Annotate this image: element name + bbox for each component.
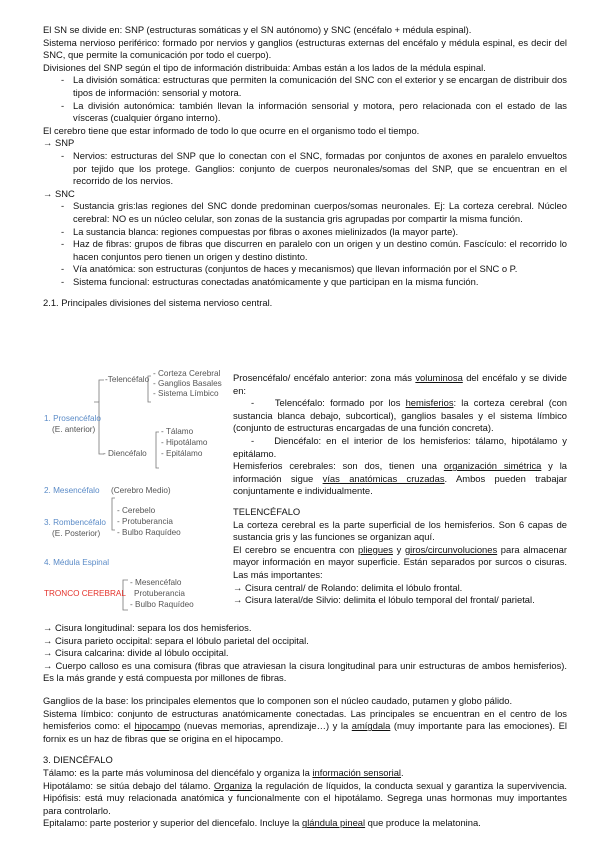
label-cerebelo: - Cerebelo: [117, 506, 156, 515]
label-mesencefalo: 2. Mesencéfalo: [44, 486, 100, 495]
label-t-mesencefalo: - Mesencéfalo: [130, 578, 182, 587]
list-item: - La sustancia blanca: regiones compuestas por fibras o axones mielinizados (la mayor parte).: [61, 225, 459, 237]
list-item: - La división somática: estructuras que permiten la comunicación del SNC con el exterior y se encargan de distribuir dos tipos de información: sensorial y motora.: [61, 74, 567, 98]
label-medula: 4. Médula Espinal: [44, 558, 110, 567]
label-hipotalamo: - Hipotálamo: [161, 438, 208, 447]
label-limbico: - Sistema Límbico: [153, 389, 219, 398]
label-protuberancia: - Protuberancia: [117, 517, 173, 526]
list-item: - Vía anatómica: son estructuras (conjuntos de haces y mecanismos) que llevan información por el SNC o P.: [61, 263, 518, 275]
cuerpo-calloso: → Cuerpo calloso es una comisura (fibras que atraviesan la cisura longitudinal para unir estructuras de ambos hemisferios). Es la más grande y está compuesta por millones de fibras.: [43, 659, 567, 684]
cisura-longitudinal: → Cisura longitudinal: separa los dos hemisferios.: [43, 622, 252, 633]
hipotalamo-para: Hipotálamo: se sitúa debajo del tálamo. Organiza la regulación de líquidos, la conducta sexual y garantiza la supervivencia. Hipófisis: está muy relacionada anatómica y funcionalmente con el hipotálamo. Segrega unas hormonas muy importantes para controlarlo.: [43, 779, 568, 816]
telencefalo-para: - Telencéfalo: formado por los hemisferios: la corteza cerebral (con sustancia blanca debajo, subcortical), ganglios basales y el sistema límbico (conjunto de estructuras encargadas de una función concreta).: [233, 397, 568, 434]
cisura-lateral: → Cisura lateral/de Silvio: delimita el lóbulo temporal del frontal/ parietal.: [233, 594, 535, 606]
section-3-title: 3. DIENCÉFALO: [43, 754, 113, 766]
section-2-1-continued: [43, 622, 567, 830]
label-t-bulbo: - Bulbo Raquídeo: [130, 600, 194, 609]
label-tronco: TRONCO CEREBRAL: [44, 589, 126, 598]
cerebro-para: El cerebro se encuentra con pliegues y giros/circunvoluciones para almacenar mayor información en mayor superficie. Están separados por surcos o cisuras. Las más importantes:: [233, 543, 567, 580]
list-item: - La división autonómica: también llevan la información sensorial y motora, pero relacionada con el estado de las vísceras (cualquier órgano interno).: [61, 99, 567, 124]
intro-p1: El SN se divide en: SNP (estructuras somáticas y el SN autónomo) y SNC (encéfalo + médula espinal).: [43, 24, 472, 35]
prosencefalo-para: Prosencéfalo/ encéfalo anterior: zona más voluminosa del encéfalo y se divide en:: [233, 372, 567, 396]
cisura-calcarina: → Cisura calcarina: divide al lóbulo occipital.: [43, 647, 229, 659]
label-prosencefalo: 1. Prosencéfalo: [44, 414, 101, 423]
document-page: [43, 24, 568, 829]
diencefalo-para: - Diencéfalo: en el interior de los hemisferios: tálamo, hipotálamo y epitálamo.: [233, 434, 567, 459]
cisura-central: → Cisura central/ de Rolando: delimita el lóbulo frontal.: [233, 581, 463, 593]
intro-p3: Divisiones del SNP según el tipo de información distribuida: Ambas están a los lados de la médula espinal.: [43, 61, 486, 73]
corteza-para: La corteza cerebral es la parte superficial de los hemisferios. Son 6 capas de sustancia gris y las funciones se organizan aquí.: [233, 518, 567, 543]
label-epitalamo: - Epitálamo: [161, 449, 203, 458]
talamo-para: Tálamo: es la parte más voluminosa del diencéfalo y organiza la información sensorial.: [43, 766, 404, 778]
label-telencefalo: -Telencéfalo: [105, 375, 150, 384]
hemisferios-para: Hemisferios cerebrales: son dos, tienen una organización simétrica y la información sigue vías anatómicas cruzadas. Ambos pueden trabajar conjuntamente e individualmente.: [233, 460, 567, 497]
snc-heading: → SNC: [43, 187, 75, 199]
label-ganglios: - Ganglios Basales: [153, 379, 222, 388]
label-bulbo: - Bulbo Raquídeo: [117, 528, 181, 537]
ganglios-para: Ganglios de la base: los principales elementos que lo componen son el núcleo caudado, putamen y globo pálido.: [43, 694, 513, 706]
list-item: - Sistema funcional: estructuras conectadas anatómicamente y que participan en la misma función.: [61, 275, 479, 287]
label-cerebro-medio: (Cerebro Medio): [111, 486, 171, 495]
list-item: - Haz de fibras: grupos de fibras que discurren en paralelo con un origen y un destino común. Fascículo: el recorrido lo hacen conjuntos pero tienen un origen y destino distinto.: [61, 238, 567, 262]
cisura-parieto: → Cisura parieto occipital: separa el lóbulo parietal del occipital.: [43, 634, 309, 646]
label-e-anterior: (E. anterior): [52, 425, 96, 434]
snp-heading: → SNP: [43, 137, 75, 149]
label-talamo: - Tálamo: [161, 427, 194, 436]
intro-p2: Sistema nervioso periférico: formado por nervios y ganglios (estructuras externas del encéfalo y médula espinal, es decir del SNC, que permite la comunicación por todo el cuerpo).: [43, 36, 567, 61]
telencefalo-heading: TELENCÉFALO: [233, 505, 301, 517]
label-e-posterior: (E. Posterior): [52, 529, 101, 538]
list-item: - Nervios: estructuras del SNP que lo conectan con el SNC, formadas por conjuntos de axones en paralelo envueltos por tejido que los protege. Ganglios: conjunto de cuerpos neuronales/somas del SNP, que se encuentran en el recorrido de los nervios.: [61, 149, 567, 187]
label-diencefalo: - Diencéfalo: [103, 449, 147, 458]
section-2-1-title: 2.1. Principales divisiones del sistema nervioso central.: [43, 297, 273, 309]
section-2-1-right-column: [233, 372, 567, 607]
label-rombencefalo: 3. Rombencéfalo: [44, 518, 106, 527]
epitalamo-para: Epitalamo: parte posterior y superior del diencefalo. Incluye la glándula pineal que produce la melatonina.: [43, 817, 481, 829]
label-t-protuberancia: Protuberancia: [134, 589, 185, 598]
limbico-para: Sistema límbico: conjunto de estructuras anatómicamente conectadas. Las principales se encuentran en el centro de los hemisferios como: el hipocampo (nuevas memorias, aprendizaje…) y la amígdala (muy importante para las emociones). El fornix es un haz de fibras que se origina en el hipocampo.: [43, 707, 567, 744]
cns-divisions-diagram: [43, 369, 231, 612]
intro-p4: El cerebro tiene que estar informado de todo lo que ocurre en el organismo todo el tiempo.: [43, 124, 420, 136]
label-corteza: - Corteza Cerebral: [153, 369, 221, 378]
list-item: - Sustancia gris:las regiones del SNC donde predominan cuerpos/somas neuronales. Ej: La corteza cerebral. Núcleo cerebral: NO es un núcleo celular, son zonas de la sustancia gris agrupadas por compartir la misma función.: [61, 200, 567, 224]
